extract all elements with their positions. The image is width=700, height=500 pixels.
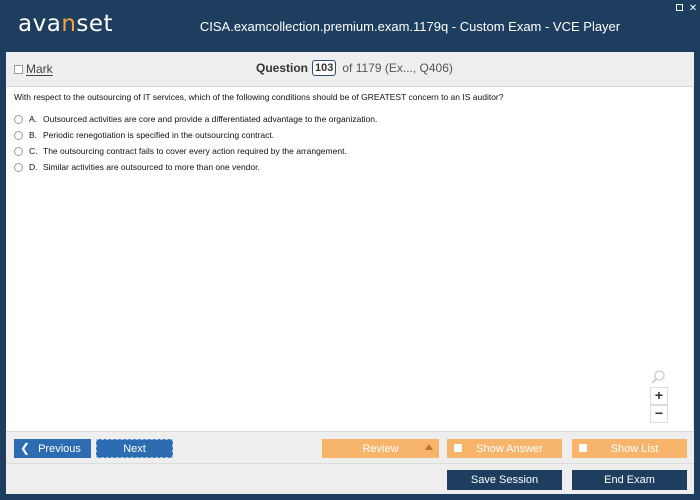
magnifier-icon [650, 369, 666, 385]
logo-text-start: ava [18, 11, 62, 37]
chevron-left-icon: ❮ [20, 441, 31, 455]
mark-checkbox[interactable] [14, 62, 53, 76]
option-text: The outsourcing contract fails to cover every action required by the arrangement. [43, 146, 347, 156]
next-label: Next [123, 442, 146, 455]
save-session-label: Save Session [470, 474, 539, 486]
window-frame-right [694, 52, 700, 500]
question-navigator [256, 60, 453, 76]
question-count: of 1179 (Ex..., Q406) [342, 61, 453, 75]
option-letter: D. [29, 162, 38, 172]
end-exam-button[interactable] [572, 470, 687, 490]
radio-icon[interactable] [14, 115, 23, 124]
checkbox-icon [579, 444, 587, 452]
option-text: Outsourced activities are core and provide a differentiated advantage to the organization. [43, 114, 378, 124]
navigation-bar [6, 431, 694, 464]
radio-icon[interactable] [14, 163, 23, 172]
option-text: Periodic renegotiation is specified in the outsourcing contract. [43, 130, 275, 140]
checkbox-icon [454, 444, 462, 452]
zoom-out-button[interactable]: − [650, 405, 668, 423]
show-answer-label: Show Answer [476, 442, 543, 455]
mark-label: Mark [26, 62, 53, 76]
answer-options [14, 111, 377, 175]
checkbox-icon [14, 65, 23, 74]
footer-bar [6, 463, 694, 495]
answer-option-b[interactable] [14, 127, 377, 143]
show-answer-button[interactable] [447, 439, 562, 458]
answer-option-d[interactable] [14, 159, 377, 175]
triangle-up-icon [425, 444, 433, 450]
zoom-in-button[interactable]: + [650, 387, 668, 405]
restore-window-button[interactable] [673, 3, 685, 15]
option-letter: C. [29, 146, 38, 156]
review-label: Review [362, 442, 399, 455]
window-title: CISA.examcollection.premium.exam.1179q - Custom Exam - VCE Player [199, 19, 621, 34]
question-label: Question [256, 61, 309, 75]
radio-icon[interactable] [14, 147, 23, 156]
restore-icon [676, 4, 683, 11]
logo-text-accent: n [61, 11, 77, 37]
answer-option-c[interactable] [14, 143, 377, 159]
previous-button[interactable] [14, 439, 91, 458]
option-letter: B. [29, 130, 38, 140]
question-text: With respect to the outsourcing of IT services, which of the following conditions should be of GREATEST concern to an IS auditor? [14, 92, 504, 102]
radio-icon[interactable] [14, 131, 23, 140]
option-text: Similar activities are outsourced to more than one vendor. [43, 162, 260, 172]
option-letter: A. [29, 114, 38, 124]
close-window-button[interactable]: ✕ [688, 3, 698, 14]
show-list-button[interactable] [572, 439, 687, 458]
review-button[interactable] [322, 439, 439, 458]
next-button[interactable] [96, 439, 173, 458]
question-header [6, 52, 694, 87]
end-exam-label: End Exam [604, 474, 655, 486]
logo-text-end: set [76, 11, 114, 37]
title-bar [0, 0, 700, 52]
question-area [6, 87, 694, 430]
question-number-input[interactable]: 103 [312, 60, 336, 76]
previous-label: Previous [38, 442, 81, 455]
window-frame-bottom [0, 494, 700, 500]
save-session-button[interactable] [447, 470, 562, 490]
answer-option-a[interactable] [14, 111, 377, 127]
show-list-label: Show List [610, 442, 659, 455]
